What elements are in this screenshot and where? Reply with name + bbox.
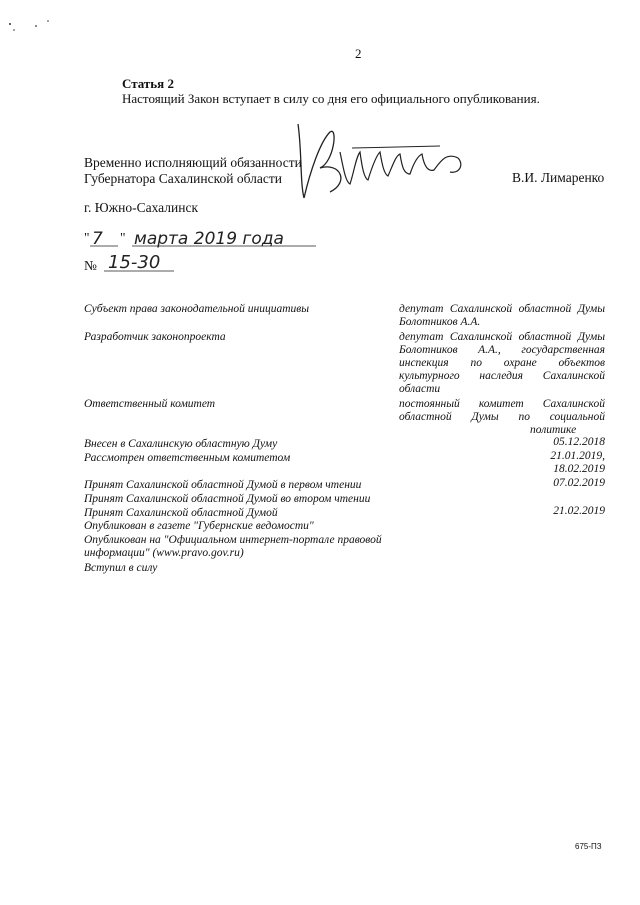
published-newspaper-label: Опубликован в газете "Губернские ведомости" <box>84 520 314 532</box>
first-reading-label: Принят Сахалинской областной Думой в первом чтении <box>84 479 362 491</box>
footer-code: 675-ПЗ <box>575 842 602 851</box>
initiative-label: Субъект права законодательной инициативы <box>84 303 310 315</box>
handwritten-signature <box>290 112 480 202</box>
developer-line-5: области <box>399 383 441 395</box>
date-rest: марта 2019 года <box>134 229 284 249</box>
developer-line-2: Болотников А.А., государственная <box>399 344 605 356</box>
city: г. Южно-Сахалинск <box>84 200 199 215</box>
developer-line-1: депутат Сахалинской областной Думы <box>399 331 605 343</box>
number-prefix: № <box>84 258 97 273</box>
article-title: Статья 2 <box>122 76 174 91</box>
introduced-label: Внесен в Сахалинскую областную Думу <box>84 438 278 450</box>
introduced-date: 05.12.2018 <box>553 436 605 448</box>
signer-role-line-2: Губернатора Сахалинской области <box>84 171 282 186</box>
law-number <box>84 250 194 278</box>
committee-line-3: политике <box>530 424 577 436</box>
reviewed-date-1: 21.01.2019, <box>550 450 605 462</box>
developer-line-3: инспекция по охране объектов <box>399 357 605 369</box>
signer-role <box>84 155 302 187</box>
adopted-label: Принят Сахалинской областной Думой <box>84 507 278 519</box>
number-value: 15-30 <box>108 252 161 273</box>
published-portal-label-1: Опубликован на "Официальном интернет-портале правовой <box>84 534 382 546</box>
article-body: Настоящий Закон вступает в силу со дня его официального опубликования. <box>122 91 540 106</box>
date-quote-close: " <box>120 230 126 245</box>
developer-label: Разработчик законопроекта <box>84 331 226 343</box>
first-reading-date: 07.02.2019 <box>553 477 605 489</box>
page-number: 2 <box>355 46 362 61</box>
initiative-value-2: Болотников А.А. <box>399 316 481 328</box>
initiative-value-1: депутат Сахалинской областной Думы <box>399 303 605 315</box>
signer-role-line-1: Временно исполняющий обязанности <box>84 155 302 170</box>
signer-name: В.И. Лимаренко <box>512 170 605 185</box>
scan-specks <box>6 12 66 42</box>
developer-line-4: культурного наследия Сахалинской <box>399 370 605 382</box>
committee-label: Ответственный комитет <box>84 398 216 410</box>
second-reading-label: Принят Сахалинской областной Думой во втором чтении <box>84 493 371 505</box>
date-day: 7 <box>92 229 103 249</box>
published-portal-label-2: информации" (www.pravo.gov.ru) <box>84 547 244 559</box>
reviewed-date-2: 18.02.2019 <box>553 463 605 475</box>
adopted-date: 21.02.2019 <box>553 505 605 517</box>
committee-line-2: областной Думы по социальной <box>399 411 605 423</box>
date-quote-open: " <box>84 230 90 245</box>
committee-line-1: постоянный комитет Сахалинской <box>399 398 605 410</box>
entered-force-label: Вступил в силу <box>84 562 158 574</box>
reviewed-label: Рассмотрен ответственным комитетом <box>84 452 291 464</box>
